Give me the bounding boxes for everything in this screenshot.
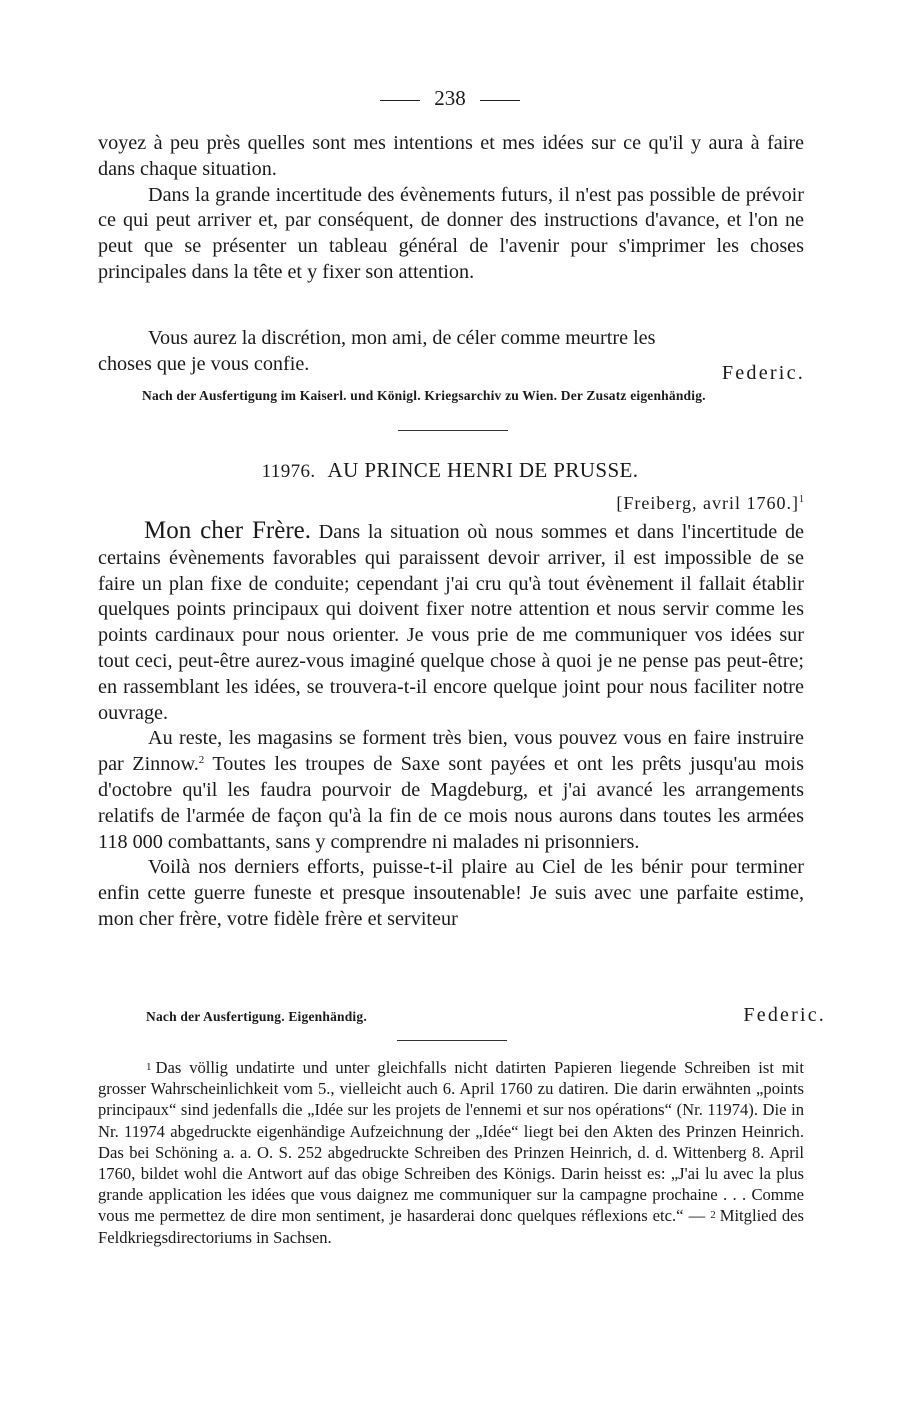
paragraph: Dans la grande incertitude des évènements futurs, il n'est pas possible de prévoir ce qui peut arriver et, par conséquent, de donner des instructions d'avance, et l'on ne peut que se présenter un tableau général de l'avenir pour s'imprimer les choses principales dans la tête et y fixer son attention. [98,183,804,283]
source-note: Nach der Ausfertigung im Kaiserl. und Königl. Kriegsarchiv zu Wien. Der Zusatz eigenhändig. [142,388,706,403]
footnote-rule [397,1040,507,1041]
dateline: [Freiberg, avril 1760.]$^1$ [616,493,804,513]
signature: Federic. [743,1004,826,1026]
signature: Federic. [721,362,805,384]
section-rule [398,430,508,431]
page-number-line [0,86,900,111]
paragraph: Vous aurez la discrétion, mon ami, de céler comme meurtre les choses que je vous confie. [98,327,656,375]
page-number-dash-left [380,100,420,101]
paragraph: Voilà nos derniers efforts, puisse-t-il plaire au Ciel de les bénir pour terminer enfin cette guerre funeste et presque insoutenable! Je suis avec une parfaite estime, mon cher frère, votre fidèle frère et serviteur [98,856,804,930]
footnote-ref: 2 [198,754,205,767]
footnote-ref: 1 [799,494,804,505]
paragraph: Au reste, les magasins se forment très bien, vous pouvez vous en faire instruire par Zinnow.$^2$ Toutes les troupes de Saxe sont payées et ont les prêts jusqu'au mois d'octobre qu'il les faudra pourvoir de Magdeburg, et j'ai avancé les arrangements relatifs de l'armée de façon qu'à la fin de ce mois nous aurons dans toutes les armées 118 000 combattants, sans y comprendre ni malades ni prisonniers. [98,727,804,853]
source-note: Nach der Ausfertigung. Eigenhändig. [146,1009,367,1024]
page-number-dash-right [480,100,520,101]
letter-heading [0,458,900,483]
footnote-2: Mitglied des Feldkriegsdirectoriums in Sachsen. [98,1206,804,1247]
paragraph: voyez à peu près quelles sont mes intentions et mes idées sur ce qu'il y aura à faire dans chaque situation. [98,132,804,180]
letter-number: 11976. [261,461,316,482]
postscript [98,326,804,378]
letter-body [98,518,804,933]
previous-letter-ending [98,131,804,286]
letter-signoff [146,1003,826,1029]
footnote-1: 1 Das völlig undatirte und unter gleichfalls nicht datirten Papieren liegende Schreiben ist mit grosser Wahrscheinlichkeit vom 5., vielleicht auch 6. April 1760 zu datiren. Die darin erwähnten „points principaux“ sind jedenfalls die „Idée sur les projets de l'ennemi et sur nos opérations“ (Nr. 11974). Die in Nr. 11974 abgedruckte eigenhändige Aufzeichnung der „Idée“ liegt bei den Akten des Prinzen Heinrich. Das bei Schöning a. a. O. S. 252 abgedruckte Schreiben des Prinzen Heinrich, d. d. Wittenberg 8. April 1760, bildet wohl die Antwort auf das obige Schreiben des Königs. Darin heisst es: „J'ai lu avec la plus grande application les idées que vous daignez me communiquer sur la campagne prochaine . . . Comme vous me permettez de dire mon sentiment, je hasarderai donc quelques réflexions etc.“ — 2 Mitglied des Feldkriegsdirectoriums in Sachsen. [98,1058,804,1247]
footnotes [98,1057,804,1248]
paragraph: Mon cher Frère. Dans la situation où nous sommes et dans l'incertitude de certains évènements favorables qui paraissent devoir arriver, il est impossible de se faire un plan fixe de conduite; cependant j'ai cru qu'à tout évènement il fallait établir quelques points principaux qui doivent fixer notre attention et nous servir comme les points cardinaux pour nous orienter. Je vous prie de me communiquer vos idées sur tout ceci, peut-être aurez-vous imaginé quelque chose à quoi je ne pense pas peut-être; en rassemblant les idées, se trouvera-t-il encore quelque joint pour nous faciliter notre ouvrage. [98,517,804,724]
salutation: Mon cher Frère. [144,517,311,544]
page-number: 238 [434,86,466,110]
letter-title: AU PRINCE HENRI DE PRUSSE. [327,458,639,482]
